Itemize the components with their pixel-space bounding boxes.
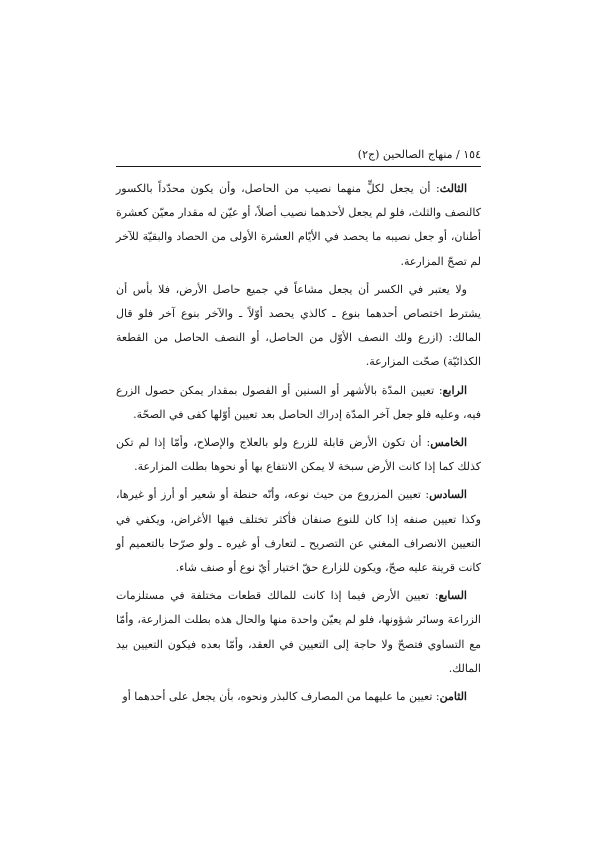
condition-term: الثالث [439, 182, 467, 195]
condition-term: الخامس [430, 436, 467, 450]
paragraph-text: ولا يعتبر في الكسر أن يجعل مشاعاً في جميع حاصل الأرض، فلا بأس أن يشترط اختصاص أحدهما بنوع ـ كالذي يحصد أوّلاً ـ والآخر بنوع آخر فلو قال المالك: (ازرع ولك النصف الأوّل من الحاصل، أو النصف الحاصل من القطعة الكذائيّة) صحّت المزارعة. [116, 282, 481, 369]
paragraph-seventh [116, 584, 481, 681]
paragraph-fourth [116, 379, 481, 427]
paragraph-fifth [116, 431, 481, 479]
condition-term: السادس [429, 488, 467, 502]
condition-term: الرابع [442, 383, 467, 397]
running-header: ١٥٤ / منهاج الصالحين (ج٢) [357, 148, 481, 161]
paragraph-text: : تعيين المزروع من حيث نوعه، وأنّه حنطة أو شعير أو أرز أو غيرها، وكذا تعيين صنفه إذا كان للنوع صنفان فأكثر تختلف فيها الأغراض، ويكفي في التعيين الانصراف المغني عن التصريح ـ لتعارف أو غيره ـ ولو صرّحا بالتعميم أو كانت قرينة عليه صحّ، ويكون للزارع حقّ اختيار أيّ نوع أو صنف شاء. [116, 488, 481, 575]
paragraph-eighth [116, 685, 481, 709]
paragraph-text: : تعيين الأرض فيما إذا كانت للمالك قطعات مختلفة في مستلزمات الزراعة وسائر شؤونها، فلو لم يعيّن واحدة منها والحال هذه بطلت المزارعة، وأمّا مع التساوي فتصحّ ولا حاجة إلى التعيين في العقد، وأمّا بعده فيكون التعيين بيد المالك. [116, 589, 481, 675]
paragraph-text: : أن تكون الأرض قابلة للزرع ولو بالعلاج والإصلاح، وأمّا إذا لم تكن كذلك كما إذا كانت الأرض سبخة لا يمكن الانتفاع بها أو نحوها بطلت المزارعة. [116, 436, 481, 474]
paragraph-text: : تعيين المدّة بالأشهر أو السنين أو الفصول بمقدار يمكن حصول الزرع فيه، وعليه فلو جعل آخر المدّة إدراك الحاصل بعد تعيين أوّلها كفى في الصحّة. [116, 383, 481, 421]
header-divider [116, 166, 481, 167]
paragraph-third [116, 177, 481, 274]
paragraph-fraction-note [116, 278, 481, 375]
paragraph-sixth [116, 483, 481, 580]
condition-term: السابع [438, 589, 467, 603]
paragraph-text: : أن يجعل لكلٍّ منهما نصيب من الحاصل، وأن يكون محدّداً بالكسور كالنصف والثلث، فلو لم يجعل لأحدهما نصيب أصلاً، أو عيّن له مقدار معيّن كعشرة أطنان، أو جعل نصيبه ما يحصد في الأيّام العشرة الأولى من الحصاد والبقيّة للآخر لم تصحّ المزارعة. [116, 182, 481, 268]
page-body [116, 177, 481, 713]
condition-term: الثامن [439, 690, 467, 704]
paragraph-text: : تعيين ما عليهما من المصارف كالبذر ونحوه، بأن يجعل على أحدهما أو [122, 690, 440, 704]
